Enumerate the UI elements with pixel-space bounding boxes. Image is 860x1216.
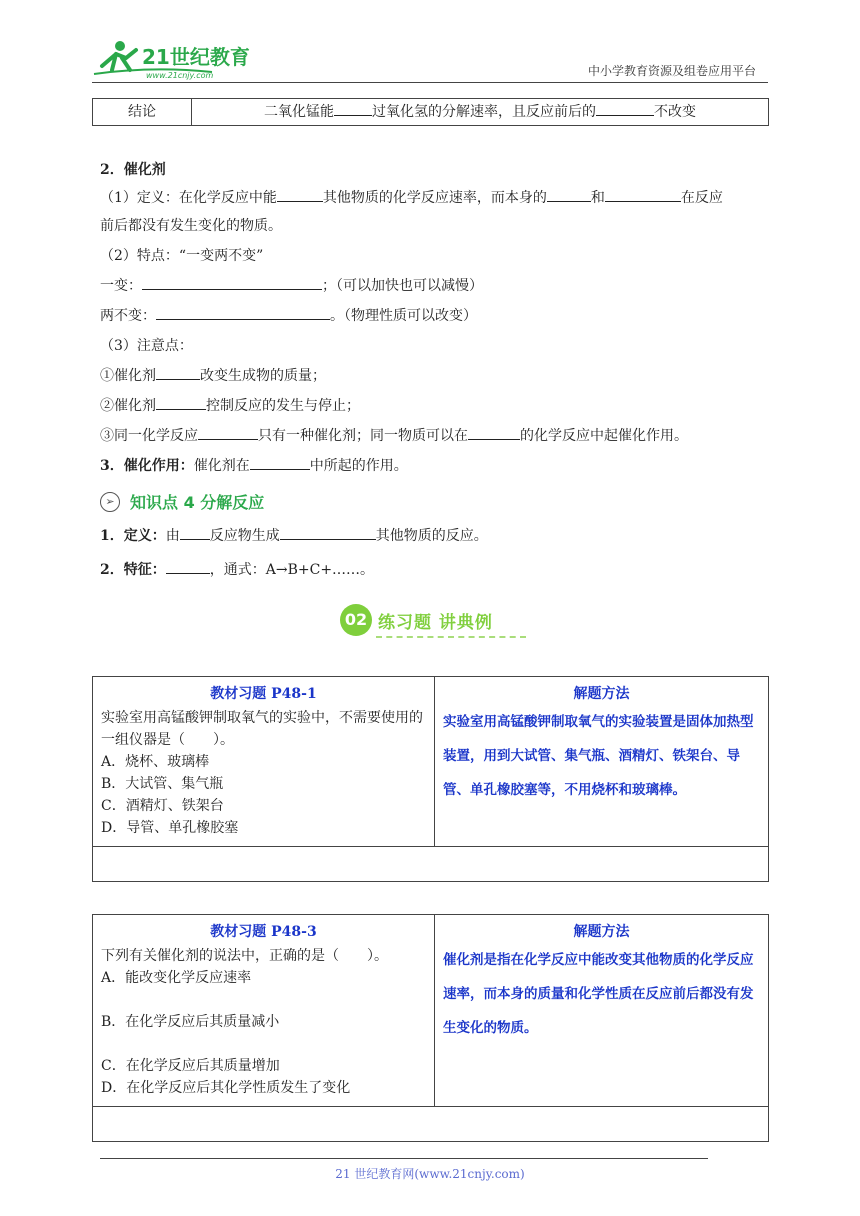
exercise-2-method-text: 催化剂是指在化学反应中能改变其他物质的化学反应速率，而本身的质量和化学性质在反应前后都没有发生变化的物质。 (443, 952, 754, 1036)
exercise-2-stem: 下列有关催化剂的说法中，正确的是（ ）。 (101, 948, 388, 964)
exercise-1-option: B．大试管、集气瓶 (101, 776, 224, 792)
site-logo (92, 36, 262, 82)
svg-text:21世纪教育: 21世纪教育 (142, 45, 250, 69)
footer-text[interactable]: 21 世纪教育网(www.21cnjy.com) (335, 1167, 525, 1181)
exercise-2-option: A．能改变化学反应速率 (101, 970, 252, 986)
exercise-2-method (435, 915, 768, 1106)
banner-number: 02 (340, 604, 372, 636)
exercise-2-question (93, 915, 435, 1106)
exercise-2-answer-row (93, 1107, 768, 1141)
catalyst-notes-heading: （3）注意点： (100, 338, 193, 354)
arrow-circle-icon: ➢ (100, 492, 120, 512)
catalyst-note-2: ②催化剂 控制反应的发生与停止； (100, 398, 360, 414)
exercise-2-option: B．在化学反应后其质量减小 (101, 1014, 280, 1030)
section-heading-catalyst: 2．催化剂 (100, 162, 166, 178)
exercise-1-stem: 实验室用高锰酸钾制取氧气的实验中，不需要使用的一组仪器是（ ）。 (101, 710, 423, 748)
exercise-2-title: 教材习题 P48-3 (210, 924, 317, 940)
practice-banner (340, 602, 493, 638)
exercise-table-2 (92, 914, 769, 1142)
banner-underline (376, 636, 526, 638)
catalyst-definition-cont: 前后都没有发生变化的物质。 (100, 218, 282, 234)
exercise-table-1 (92, 676, 769, 882)
footer-divider (100, 1158, 708, 1159)
exercise-2-option: D．在化学反应后其化学性质发生了变化 (101, 1080, 351, 1096)
banner-title: 练习题 讲典例 (378, 612, 493, 633)
conclusion-label: 结论 (93, 99, 192, 125)
exercise-2-method-title: 解题方法 (573, 924, 630, 940)
site-tagline: 中小学教育资源及组卷应用平台 (587, 64, 756, 78)
catalyst-note-1: ①催化剂 改变生成物的质量； (100, 368, 326, 384)
decomposition-feature: 2．特征： ，通式：A→B+C+……。 (100, 562, 375, 578)
conclusion-text: 二氧化锰能 过氧化氢的分解速率，且反应前后的 不改变 (264, 104, 696, 120)
exercise-1-option: C．酒精灯、铁架台 (101, 798, 224, 814)
catalyst-definition: （1）定义：在化学反应中能 其他物质的化学反应速率，而本身的 和 在反应 (100, 190, 723, 206)
catalyst-feature: （2）特点：“一变两不变” (100, 248, 264, 264)
catalyst-two-unchanged: 两不变： 。（物理性质可以改变） (100, 308, 477, 324)
exercise-1-answer-row (93, 847, 768, 881)
exercise-1-title: 教材习题 P48-1 (210, 686, 317, 702)
catalyst-role: 3．催化作用：催化剂在 中所起的作用。 (100, 458, 408, 474)
conclusion-row (92, 98, 769, 126)
header-divider (92, 82, 768, 83)
exercise-1-option: A．烧杯、玻璃棒 (101, 754, 210, 770)
catalyst-one-change: 一变： ；（可以加快也可以减慢） (100, 278, 483, 294)
exercise-1-method-title: 解题方法 (573, 686, 630, 702)
svg-text:www.21cnjy.com: www.21cnjy.com (146, 71, 214, 80)
exercise-2-option: C．在化学反应后其质量增加 (101, 1058, 280, 1074)
exercise-1-question (93, 677, 435, 846)
decomposition-definition: 1．定义：由 反应物生成 其他物质的反应。 (100, 528, 488, 544)
knowledge-point-heading: ➢ 知识点 4 分解反应 (100, 490, 264, 513)
catalyst-note-3: ③同一化学反应 只有一种催化剂；同一物质可以在 的化学反应中起催化作用。 (100, 428, 688, 444)
exercise-1-option: D．导管、单孔橡胶塞 (101, 820, 239, 836)
exercise-1-method-text: 实验室用高锰酸钾制取氧气的实验装置是固体加热型装置，用到大试管、集气瓶、酒精灯、铁架台、导管、单孔橡胶塞等，不用烧杯和玻璃棒。 (443, 714, 754, 798)
exercise-1-method (435, 677, 768, 846)
